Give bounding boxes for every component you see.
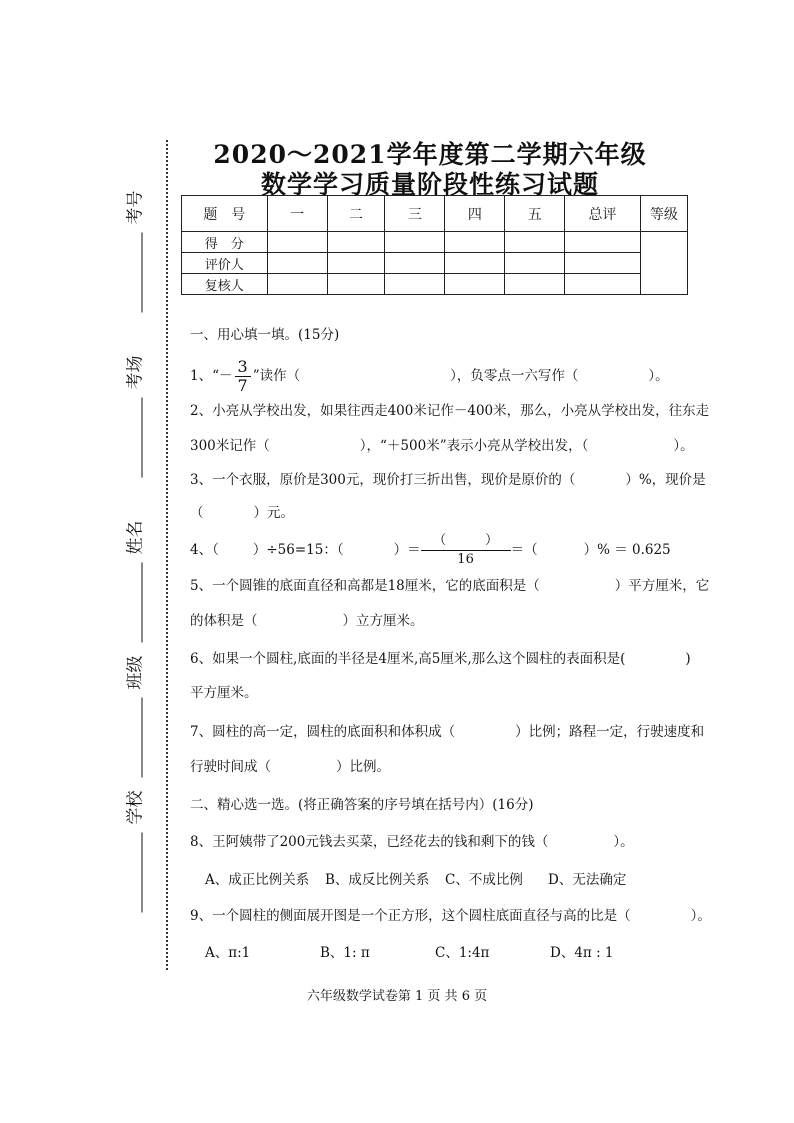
binding-dotted-line — [166, 140, 168, 970]
row-label: 复核人 — [182, 274, 268, 295]
q2-part-b: ），“＋500米”表示小亮从学校出发，（ — [359, 438, 589, 454]
name-field[interactable] — [121, 513, 146, 643]
q1-part2: ），负零点一六写作（ — [450, 368, 579, 384]
score-cell[interactable] — [445, 253, 505, 274]
option-c[interactable]: C、不成比例 — [445, 872, 523, 888]
q4-part-b: ）÷56=15：（ — [252, 542, 344, 558]
score-row — [182, 232, 688, 253]
question-9-options — [205, 943, 715, 963]
question-3-line1 — [190, 470, 706, 490]
exam-room-field[interactable] — [121, 348, 146, 478]
question-8-options — [205, 870, 715, 890]
question-2-line2 — [190, 436, 700, 456]
row-label: 得 分 — [182, 232, 268, 253]
q4-part-e: ）% ＝ 0.625 — [583, 542, 671, 558]
question-4 — [190, 530, 700, 570]
name-blank[interactable] — [124, 563, 143, 643]
school-label: 学校 — [125, 790, 146, 825]
score-cell[interactable] — [327, 253, 385, 274]
exam-number-label: 考号 — [125, 190, 146, 225]
q4-part-a: 4、（ — [190, 542, 219, 558]
option-b[interactable]: B、1: π — [320, 945, 370, 961]
header-cell: 等级 — [640, 196, 687, 232]
page-subtitle: 数学学习质量阶段性练习试题 — [260, 170, 599, 199]
score-cell[interactable] — [267, 232, 327, 253]
question-6-line2: 平方厘米。 — [190, 685, 258, 701]
fraction-numerator[interactable]: （ ） — [421, 532, 511, 551]
score-cell[interactable] — [445, 232, 505, 253]
grade-cell[interactable] — [640, 232, 687, 295]
name-label: 姓名 — [125, 520, 146, 555]
score-cell[interactable] — [565, 274, 641, 295]
fraction-denominator: 7 — [237, 376, 248, 395]
header-cell: 总评 — [565, 196, 641, 232]
question-1 — [190, 356, 700, 396]
q7-part-b: ）比例；路程一定，行驶速度和 — [515, 724, 705, 740]
header-cell: 二 — [327, 196, 385, 232]
score-cell[interactable] — [385, 253, 445, 274]
q1-end: ）。 — [648, 368, 669, 384]
q8-stem-a: 8、王阿姨带了200元钱去买菜，已经花去的钱和剩下的钱（ — [190, 834, 549, 850]
option-a[interactable]: A、成正比例关系 — [205, 872, 310, 888]
q5-part-d: ）立方厘米。 — [342, 613, 424, 629]
q8-stem-b: ）。 — [613, 834, 634, 850]
q1-mid: ”读作（ — [252, 368, 301, 384]
q3-part-b: ）%，现价是 — [625, 472, 706, 488]
q7-part-d: ）比例。 — [336, 759, 390, 775]
header-cell: 题 号 — [182, 196, 268, 232]
score-table-header — [182, 196, 688, 232]
section2-heading: 二、精心选一选。(将正确答案的序号填在括号内）(16分) — [190, 797, 534, 813]
question-5-line2 — [190, 611, 700, 631]
fraction-numerator: 3 — [235, 358, 251, 377]
option-a[interactable]: A、π:1 — [205, 945, 251, 961]
class-blank[interactable] — [124, 698, 143, 778]
q6-part-b: ) — [685, 651, 691, 667]
question-2-line1: 2、小亮从学校出发，如果往西走400米记作－400米，那么，小亮从学校出发，往东走 — [190, 403, 710, 419]
page-title: 2020～2021学年度第二学期六年级 — [213, 140, 647, 169]
score-cell[interactable] — [327, 232, 385, 253]
q7-part-c: 行驶时间成（ — [190, 759, 271, 775]
score-cell[interactable] — [327, 274, 385, 295]
q3-part-c: （ — [190, 505, 204, 521]
school-field[interactable] — [121, 783, 146, 913]
option-d[interactable]: D、无法确定 — [548, 872, 627, 888]
q5-part-a: 5、一个圆锥的底面直径和高都是18厘米，它的底面积是（ — [190, 578, 540, 594]
q9-stem-b: ）。 — [690, 908, 711, 924]
fraction-denominator: 16 — [457, 552, 474, 567]
question-7-line2 — [190, 757, 700, 777]
header-cell: 五 — [505, 196, 565, 232]
q5-part-b: ）平方厘米，它 — [614, 578, 710, 594]
option-c[interactable]: C、1:4π — [435, 945, 490, 961]
header-cell: 三 — [385, 196, 445, 232]
score-table — [181, 195, 688, 295]
header-cell: 一 — [267, 196, 327, 232]
exam-number-blank[interactable] — [124, 233, 143, 313]
section1-heading: 一、用心填一填。(15分) — [190, 327, 340, 343]
q2-part-c: ）。 — [673, 438, 694, 454]
question-8-stem — [190, 832, 700, 852]
fraction — [421, 532, 511, 569]
score-cell[interactable] — [505, 253, 565, 274]
score-cell[interactable] — [565, 232, 641, 253]
page-footer: 六年级数学试卷第 1 页 共 6 页 — [306, 989, 488, 1004]
evaluator-row — [182, 253, 688, 274]
score-cell[interactable] — [385, 274, 445, 295]
class-field[interactable] — [121, 648, 146, 778]
q3-part-a: 3、一个衣服，原价是300元，现价打三折出售，现价是原价的（ — [190, 472, 576, 488]
score-cell[interactable] — [267, 253, 327, 274]
school-blank[interactable] — [124, 833, 143, 913]
reviewer-row — [182, 274, 688, 295]
q6-part-a: 6、如果一个圆柱,底面的半径是4厘米,高5厘米,那么这个圆柱的表面积是( — [190, 651, 626, 667]
question-6-line1 — [190, 649, 700, 669]
score-cell[interactable] — [445, 274, 505, 295]
score-cell[interactable] — [565, 253, 641, 274]
question-5-line1 — [190, 576, 710, 596]
score-cell[interactable] — [267, 274, 327, 295]
exam-number-field[interactable] — [121, 183, 146, 313]
q1-prefix: 1、“－ — [190, 368, 233, 384]
exam-room-blank[interactable] — [124, 398, 143, 478]
exam-room-label: 考场 — [125, 355, 146, 390]
question-7-line1 — [190, 722, 705, 742]
fraction — [235, 358, 251, 395]
score-cell[interactable] — [385, 232, 445, 253]
row-label: 评价人 — [182, 253, 268, 274]
class-label: 班级 — [125, 655, 146, 690]
q7-part-a: 7、圆柱的高一定，圆柱的底面积和体积成（ — [190, 724, 456, 740]
option-d[interactable]: D、4π : 1 — [550, 945, 614, 961]
question-9-stem — [190, 906, 711, 926]
q2-part-a: 300米记作（ — [190, 438, 270, 454]
q5-part-c: 的体积是（ — [190, 613, 258, 629]
header-cell: 四 — [445, 196, 505, 232]
q9-stem-a: 9、一个圆柱的侧面展开图是一个正方形，这个圆柱底面直径与高的比是（ — [190, 908, 631, 924]
q4-part-c: ）＝ — [393, 542, 421, 558]
question-3-line2 — [190, 503, 700, 523]
score-cell[interactable] — [505, 274, 565, 295]
q4-part-d: ＝（ — [510, 542, 538, 558]
option-b[interactable]: B、成反比例关系 — [325, 872, 430, 888]
score-cell[interactable] — [505, 232, 565, 253]
q3-part-d: ）元。 — [253, 505, 294, 521]
